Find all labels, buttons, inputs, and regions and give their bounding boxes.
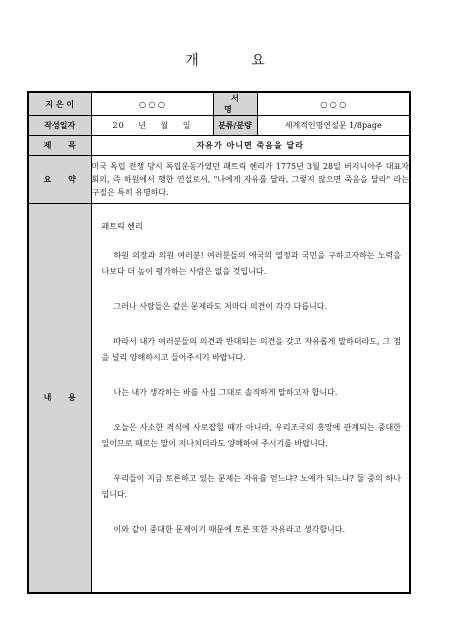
content-label: 내 용 [28, 204, 91, 593]
author-value: ○ ○ ○ [91, 92, 213, 116]
speaker-name: 패트릭 헨리 [101, 222, 143, 231]
signature-label: 서 명 [213, 92, 257, 116]
content-row [28, 204, 410, 593]
paragraph: 이와 같이 중대한 문제이기 때문에 토론 또한 자유라고 생각합니다. [113, 525, 346, 534]
paragraph: 따라서 내가 여러분들의 의견과 반대되는 의견을 갖고 자유롭게 말하더라도, 그 점을 널리 양해하시고 들어주시기 바랍니다. [101, 337, 401, 362]
date-label: 작성일자 [28, 116, 91, 136]
paragraph: 그러나 사람들은 같은 문제라도 저마다 의견이 각각 다릅니다. [113, 302, 328, 311]
paragraph: 하원 의장과 의원 여러분! 여러분들의 애국의 열정과 국민을 구하고자하는 노력을 나보다 더 높이 평가하는 사람은 없을 것입니다. [101, 251, 401, 276]
paragraph: 우리들이 지금 토론하고 있는 문제는 자유를 얻느냐? 노예가 되느냐? 둘 중의 하나입니다. [101, 474, 401, 499]
author-label: 지 은 이 [28, 92, 91, 116]
paragraph: 나는 내가 생각하는 바를 사심 그대로 솔직하게 말하고자 합니다. [113, 388, 338, 397]
summary-row [28, 156, 410, 204]
author-row [28, 92, 410, 116]
date-row [28, 116, 410, 136]
signature-value: ○ ○ ○ [257, 92, 410, 116]
subject-label: 제 목 [28, 136, 91, 156]
subject-value: 자유가 아니면 죽음을 달라 [91, 136, 410, 156]
subject-row [28, 136, 410, 156]
category-value: 세계적인명연설문 1/8page [257, 116, 410, 136]
summary-value: 미국 독립 전쟁 당시 독립운동가였던 패트릭 헨리가 1775년 3월 28일 버지니아주 대표자 회의, 즉 하원에서 행한 연설로서, "나에게 자유를 달라, 그렇지 않으면 죽음을 달라" 라는 구절은 특히 유명하다. [91, 156, 410, 204]
document-title: 개 요 [185, 53, 289, 69]
summary-label: 요 약 [28, 156, 91, 204]
date-value: 20 년 월 일 [91, 116, 213, 136]
category-label: 분류/분량 [213, 116, 257, 136]
content-body [91, 204, 410, 593]
overview-form-table [27, 91, 411, 594]
paragraph: 오늘은 사소한 격식에 사로잡힐 때가 아니라, 우리조국의 흥망에 관계되는 중대한 일이므로 때로는 말이 지나치더라도 양해하여 주시기를 바랍니다. [101, 423, 401, 448]
